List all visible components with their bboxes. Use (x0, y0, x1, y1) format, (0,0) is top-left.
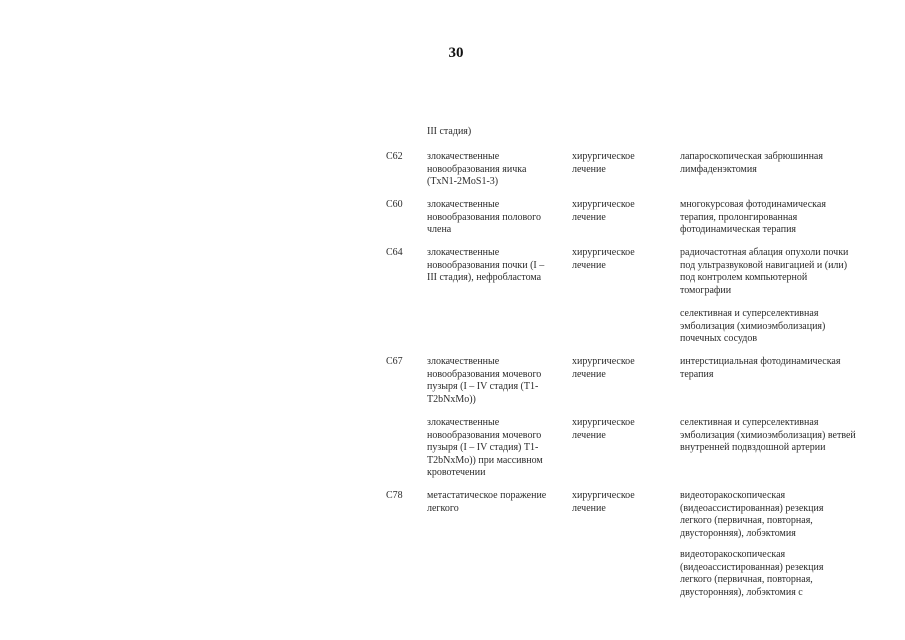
diagnosis-cell: злокачественные новообразования почки (I – III стадия), нефробластома (427, 247, 545, 283)
icd-code: C78 (386, 490, 403, 501)
diagnosis-cell: злокачественные новообразования мочевого пузыря (I – IV стадия) T1- T2bNxMo)) при массивном кровотечении (427, 417, 543, 478)
diagnosis-cell: злокачественные новообразования яичка (TxN1-2MoS1-3) (427, 151, 527, 187)
method-cell: лапароскопическая забрюшинная лимфаденэктомия (680, 151, 823, 175)
icd-code: C67 (386, 356, 403, 367)
diagnosis-cell: злокачественные новообразования полового члена (427, 199, 541, 235)
treatment-cell: хирургическое лечение (572, 356, 635, 380)
treatment-cell: хирургическое лечение (572, 247, 635, 271)
method-cell: селективная и суперселективная эмболизация (химиоэмболизация) почечных сосудов (680, 308, 826, 344)
diagnosis-cell: злокачественные новообразования мочевого пузыря (I – IV стадия (T1- T2bNxMo)) (427, 356, 542, 405)
method-cell: интерстициальная фотодинамическая терапия (680, 356, 841, 380)
method-cell: радиочастотная аблация опухоли почки под ультразвуковой навигацией и (или) под контролем компьютерной томографии (680, 247, 849, 296)
treatment-cell: хирургическое лечение (572, 490, 635, 514)
icd-code: C62 (386, 151, 403, 162)
treatment-cell: хирургическое лечение (572, 199, 635, 223)
continuation-text: III стадия) (427, 126, 472, 137)
page-number: 30 (448, 45, 464, 61)
method-cell: многокурсовая фотодинамическая терапия, пролонгированная фотодинамическая терапия (680, 199, 826, 235)
diagnosis-cell: метастатическое поражение легкого (427, 490, 547, 514)
method-cell: видеоторакоскопическая (видеоассистированная) резекция легкого (первичная, повторная, двусторонняя), лобэктомия с (680, 549, 824, 598)
treatment-cell: хирургическое лечение (572, 417, 635, 441)
icd-code: C64 (386, 247, 403, 258)
treatment-cell: хирургическое лечение (572, 151, 635, 175)
method-cell: селективная и суперселективная эмболизация (химиоэмболизация) ветвей внутренней подвздошной артерии (680, 417, 856, 453)
method-cell: видеоторакоскопическая (видеоассистированная) резекция легкого (первичная, повторная, двусторонняя), лобэктомия (680, 490, 824, 539)
icd-code: C60 (386, 199, 403, 210)
